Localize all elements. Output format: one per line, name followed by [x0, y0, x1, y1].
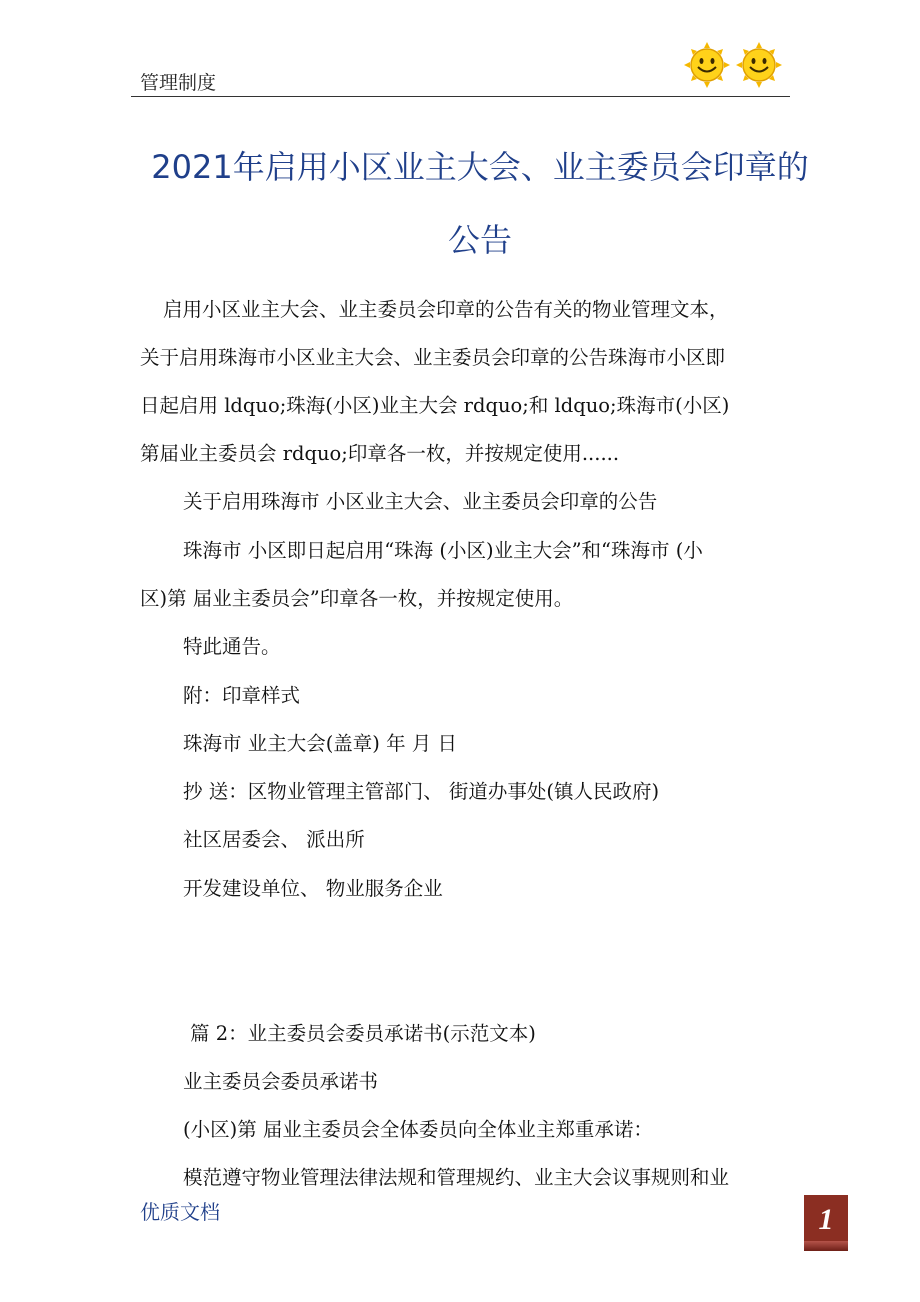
body-line: 关于启用珠海市 小区业主大会、业主委员会印章的公告 [183, 490, 658, 513]
header-label: 管理制度 [140, 72, 217, 94]
page-box-shine [804, 1241, 848, 1251]
footer-label: 优质文档 [140, 1200, 220, 1224]
page-number-box [804, 1195, 848, 1251]
page-number: 1 [818, 1203, 834, 1236]
body-line: 附：印章样式 [183, 684, 301, 707]
body-line: 区)第 届业主委员会”印章各一枚，并按规定使用。 [140, 587, 574, 610]
body-line: 日起启用 ldquo;珠海(小区)业主大会 rdquo;和 ldquo;珠海市(小区) [140, 394, 730, 417]
body-line: 开发建设单位、 物业服务企业 [183, 877, 443, 900]
body-line: 珠海市 业主大会(盖章) 年 月 日 [183, 732, 458, 755]
body-line: 特此通告。 [183, 635, 281, 658]
body-line: 第届业主委员会 rdquo;印章各一枚，并按规定使用...... [140, 442, 620, 465]
body-line: 抄 送：区物业管理主管部门、 街道办事处(镇人民政府) [183, 780, 660, 803]
section-heading: 篇 2：业主委员会委员承诺书(示范文本) [190, 1022, 536, 1045]
body-line: 珠海市 小区即日起启用“珠海 (小区)业主大会”和“珠海市 (小 [183, 539, 703, 562]
document-title-line-2: 公告 [447, 221, 512, 259]
body-line: 模范遵守物业管理法律法规和管理规约、业主大会议事规则和业 [183, 1166, 730, 1189]
smiley-face-icon [684, 42, 730, 88]
document-title-line-1: 2021年启用小区业主大会、业主委员会印章的 [151, 148, 809, 186]
body-line: 业主委员会委员承诺书 [183, 1070, 379, 1093]
smiley-face-icon [736, 42, 782, 88]
header-rule [131, 96, 790, 97]
body-line: 启用小区业主大会、业主委员会印章的公告有关的物业管理文本， [163, 298, 729, 321]
body-line: 关于启用珠海市小区业主大会、业主委员会印章的公告珠海市小区即 [140, 346, 726, 369]
body-line: (小区)第 届业主委员会全体委员向全体业主郑重承诺： [183, 1118, 653, 1141]
body-line: 社区居委会、 派出所 [183, 828, 365, 851]
